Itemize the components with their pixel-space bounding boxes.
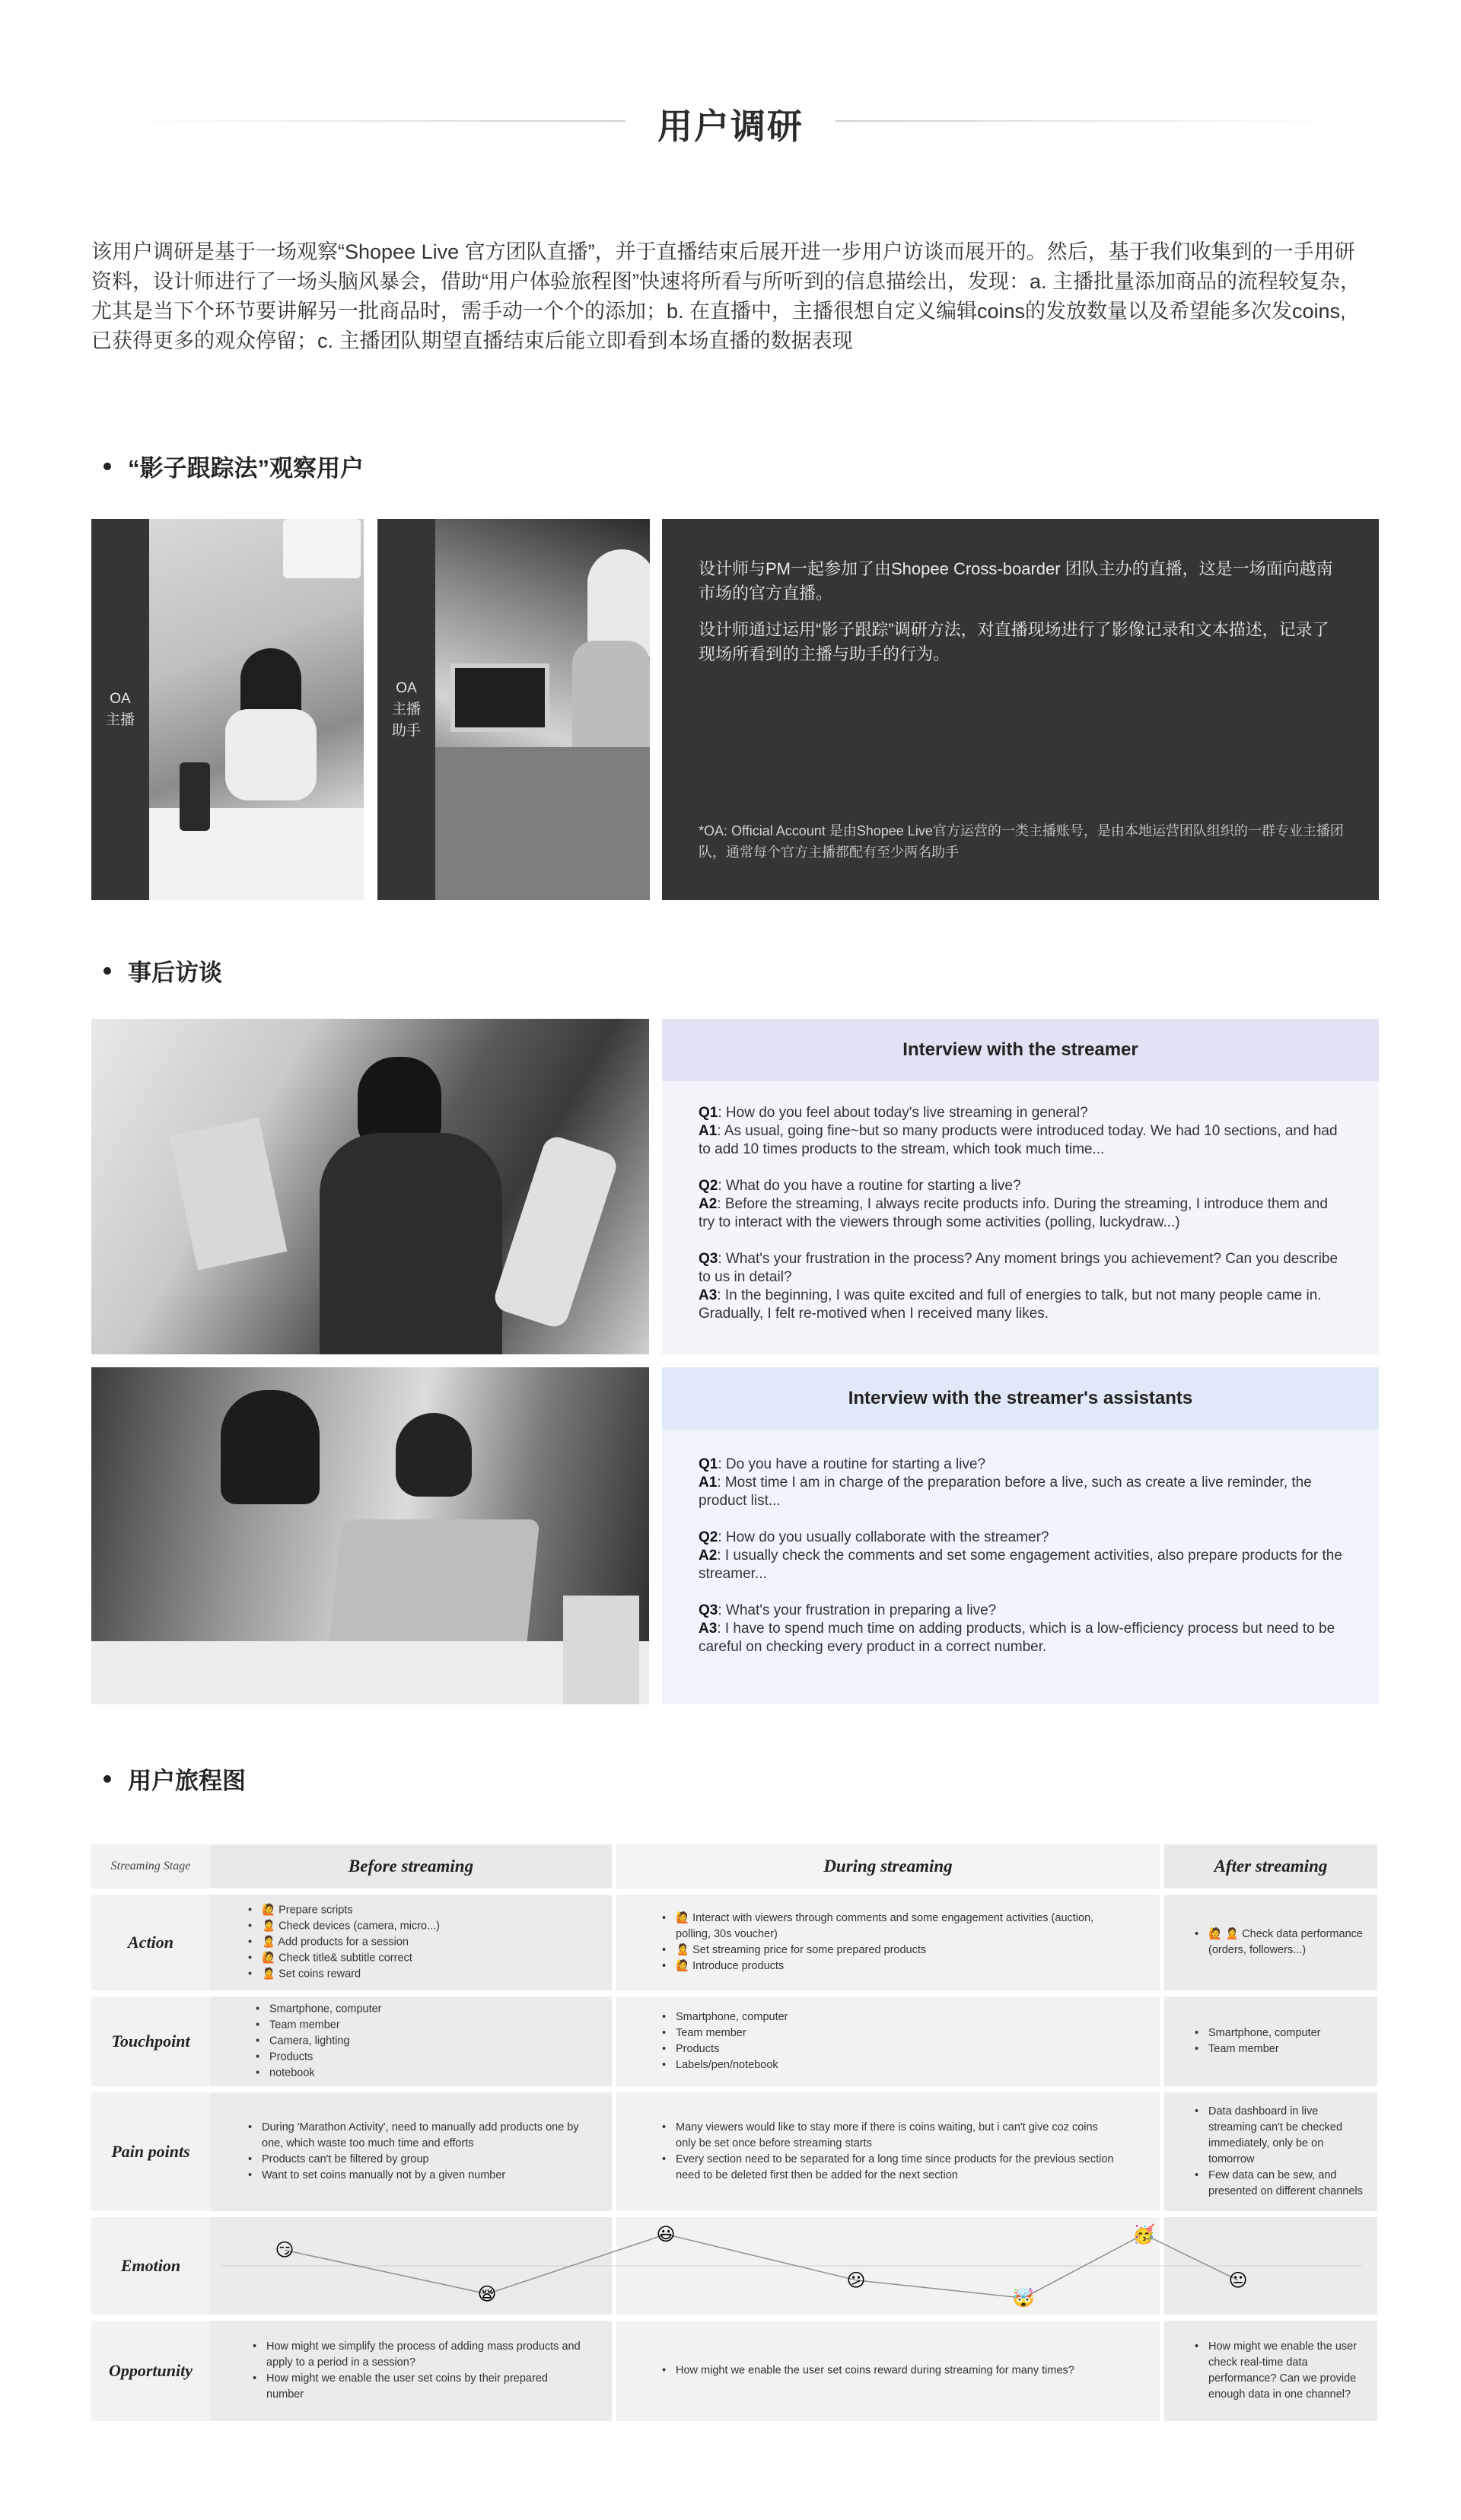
photo-assistant	[377, 519, 650, 900]
question-tag: Q1	[699, 1456, 718, 1472]
journey-row-opportunity	[91, 2321, 1377, 2421]
row-label: Touchpoint	[91, 1997, 210, 2086]
list-item: • Products	[662, 2041, 1114, 2057]
assistant-image	[435, 519, 650, 900]
stage-label: Streaming Stage	[91, 1844, 210, 1888]
interview-streamer-image	[91, 1019, 649, 1354]
section-heading-journey	[103, 1761, 246, 1796]
list-item: • Every section need to be separated for a long time since products for the previous section need to be deleted first then be added for the next section	[662, 2152, 1114, 2184]
question-text: : What do you have a routine for starting a live?	[718, 1178, 1021, 1194]
photo-label-line: OA	[396, 679, 417, 696]
qa-item	[699, 1250, 1342, 1323]
answer-text: : Before the streaming, I always recite products info. During the streaming, I introduce them and try to interact with the viewers through some activities (polling, luckydraw...)	[699, 1196, 1328, 1230]
section-heading-shadowing	[103, 449, 364, 483]
stage-after: After streaming	[1164, 1844, 1377, 1888]
question-text: : Do you have a routine for starting a live?	[718, 1456, 986, 1472]
answer-tag: A3	[699, 1621, 718, 1637]
qa-item	[699, 1177, 1342, 1232]
stage-before: Before streaming	[210, 1844, 612, 1888]
section-heading-text: 用户旅程图	[128, 1768, 246, 1794]
action-during-list	[662, 1911, 1114, 1974]
photo-label	[377, 519, 435, 900]
touchpoint-before-cell	[210, 1997, 612, 2086]
pain-during-cell	[616, 2092, 1160, 2211]
answer-text: : I usually check the comments and set some engagement activities, also prepare products for the streamer...	[699, 1548, 1342, 1582]
section-heading-text: 事后访谈	[128, 959, 222, 986]
opportunity-after-cell	[1164, 2321, 1377, 2421]
qa-item	[699, 1529, 1342, 1583]
row-label: Emotion	[91, 2217, 210, 2315]
question-tag: Q3	[699, 1251, 718, 1267]
answer-tag: A1	[699, 1123, 718, 1139]
journey-header-row	[91, 1844, 1377, 1888]
emotion-point-icon: 😐	[1228, 2270, 1248, 2291]
question-tag: Q3	[699, 1602, 718, 1618]
emotion-point-icon: 😕	[846, 2270, 866, 2291]
opportunity-before-cell	[210, 2321, 612, 2421]
answer-tag: A2	[699, 1548, 718, 1564]
page-title: 用户调研	[657, 107, 804, 146]
list-item: • 🙎 Add products for a session	[248, 1935, 597, 1951]
photo-label-line: OA	[110, 690, 131, 707]
action-after-list	[1195, 1927, 1365, 1958]
interview-title: Interview with the streamer's assistants	[662, 1367, 1379, 1430]
emotion-point-icon: 🤯	[1012, 2288, 1035, 2309]
qa-item	[699, 1104, 1342, 1159]
emotion-point-icon: 😏	[275, 2240, 294, 2261]
title-divider-right	[836, 120, 1347, 122]
pain-before-cell	[210, 2092, 612, 2211]
question-tag: Q2	[699, 1529, 718, 1545]
list-item: • 🙎 Set streaming price for some prepared products	[662, 1943, 1114, 1958]
question-text: : What's your frustration in the process? Any moment brings you achievement? Can you describe to us in detail?	[699, 1251, 1338, 1285]
action-before-cell	[210, 1895, 612, 1990]
row-label: Opportunity	[91, 2321, 210, 2421]
emotion-point-icon: 😃	[656, 2224, 676, 2245]
bullet-icon	[103, 1775, 111, 1783]
action-after-cell	[1164, 1895, 1377, 1990]
emotion-point-icon: 🥳	[1132, 2224, 1155, 2245]
action-during-cell	[616, 1895, 1160, 1990]
photo-interview-assistants	[91, 1367, 649, 1704]
opportunity-before-list	[253, 2339, 581, 2403]
emotion-point-icon: 😪	[477, 2283, 497, 2305]
list-item: • Smartphone, computer	[1195, 2025, 1365, 2041]
streamer-image	[149, 519, 364, 900]
photo-streamer	[91, 519, 364, 900]
list-item: • Few data can be sew, and presented on different channels	[1195, 2168, 1365, 2200]
interview-title: Interview with the streamer	[662, 1019, 1379, 1081]
answer-tag: A2	[699, 1196, 718, 1212]
opportunity-after-list	[1195, 2339, 1365, 2403]
list-item: • Products can't be filtered by group	[248, 2152, 581, 2168]
bullet-icon	[103, 463, 111, 470]
interview-body	[662, 1081, 1379, 1323]
list-item: • During 'Marathon Activity', need to manually add products one by one, which waste too much time and efforts	[248, 2120, 581, 2152]
list-item: • Camera, lighting	[256, 2034, 597, 2050]
stage-during: During streaming	[616, 1844, 1160, 1888]
question-tag: Q2	[699, 1178, 718, 1194]
list-item: • Smartphone, computer	[256, 2002, 597, 2018]
list-item: • Products	[256, 2050, 597, 2066]
journey-row-pain-points	[91, 2092, 1377, 2211]
photo-label	[91, 519, 149, 900]
pain-after-cell	[1164, 2092, 1377, 2211]
touchpoint-after-cell	[1164, 1997, 1377, 2086]
list-item: • How might we enable the user set coins by their prepared number	[253, 2371, 581, 2403]
list-item: • How might we simplify the process of adding mass products and apply to a period in a session?	[253, 2339, 581, 2371]
photo-label-line: 主播	[391, 701, 421, 718]
touchpoint-after-list	[1195, 2025, 1365, 2057]
list-item: • Many viewers would like to stay more if there is coins waiting, but i can't give coz coins only be set once before streaming starts	[662, 2120, 1114, 2152]
emotion-curve	[91, 2217, 1377, 2315]
list-item: • notebook	[256, 2066, 597, 2082]
answer-text: : In the beginning, I was quite excited and full of energies to talk, but not many people came in. Gradually, I felt re-motived when I received many likes.	[699, 1287, 1322, 1322]
photo-label-line: 主播	[105, 711, 135, 728]
touchpoint-during-list	[662, 2009, 1114, 2073]
row-label: Action	[91, 1895, 210, 1990]
photo-interview-streamer	[91, 1019, 649, 1354]
list-item: • Want to set coins manually not by a given number	[248, 2168, 581, 2184]
bullet-icon	[103, 967, 111, 975]
shadowing-description-panel	[662, 519, 1379, 900]
opportunity-during-list	[662, 2363, 1114, 2379]
section-heading-text: “影子跟踪法”观察用户	[128, 455, 364, 482]
question-tag: Q1	[699, 1105, 718, 1121]
touchpoint-during-cell	[616, 1997, 1160, 2086]
question-text: : How do you usually collaborate with the streamer?	[718, 1529, 1049, 1545]
list-item: • 🙎 Set coins reward	[248, 1967, 597, 1983]
list-item: • Smartphone, computer	[662, 2009, 1114, 2025]
answer-text: : I have to spend much time on adding products, which is a low-efficiency process but need to be careful on checking every product in a correct number.	[699, 1621, 1335, 1655]
row-label: Pain points	[91, 2092, 210, 2211]
list-item: • 🙋 Prepare scripts	[248, 1903, 597, 1919]
list-item: • Data dashboard in live streaming can't be checked immediately, only be on tomorrow	[1195, 2104, 1365, 2168]
answer-text: : As usual, going fine~but so many products were introduced today. We had 10 sections, and had to add 10 times products to the stream, which took much time...	[699, 1123, 1338, 1157]
list-item: • How might we enable the user check real-time data performance? Can we provide enough data in one channel?	[1195, 2339, 1365, 2403]
panel-paragraph: 设计师与PM一起参加了由Shopee Cross-boarder 团队主办的直播，这是一场面向越南市场的官方直播。	[699, 559, 1333, 603]
qa-item	[699, 1602, 1342, 1656]
touchpoint-before-list	[256, 2002, 597, 2082]
answer-text: : Most time I am in charge of the preparation before a live, such as create a live reminder, the product list...	[699, 1475, 1312, 1509]
panel-footnote: *OA: Official Account 是由Shopee Live官方运营的一类主播账号，是由本地运营团队组织的一群专业主播团队，通常每个官方主播都配有至少两名助手	[699, 823, 1344, 860]
pain-before-list	[248, 2120, 581, 2184]
list-item: • 🙋 Introduce products	[662, 1958, 1114, 1974]
opportunity-during-cell	[616, 2321, 1160, 2421]
question-text: : How do you feel about today's live streaming in general?	[718, 1105, 1088, 1121]
qa-item	[699, 1456, 1342, 1510]
journey-row-emotion	[91, 2217, 1377, 2315]
intro-paragraph: 该用户调研是基于一场观察“Shopee Live 官方团队直播”，并于直播结束后展开进一步用户访谈而展开的。然后，基于我们收集到的一手用研资料，设计师进行了一场头脑风暴会，借助“用户体验旅程图”快速将所看与所听到的信息描绘出，发现：a. 主播批量添加商品的流程较复杂，尤其是当下个环节要讲解另一批商品时，需手动一个个的添加；b. 在直播中，主播很想自定义编辑coins的发放数量以及希望能多次发coins, 已获得更多的观众停留；c. 主播团队期望直播结束后能立即看到本场直播的数据表现	[91, 240, 1361, 352]
page-title-block	[114, 91, 1347, 152]
list-item: • Team member	[662, 2025, 1114, 2041]
interview-streamer-card	[662, 1019, 1379, 1354]
pain-during-list	[662, 2120, 1114, 2184]
list-item: • 🙎 Check devices (camera, micro...)	[248, 1919, 597, 1935]
list-item: • How might we enable the user set coins reward during streaming for many times?	[662, 2363, 1114, 2379]
interview-assistants-card	[662, 1367, 1379, 1704]
journey-row-action	[91, 1895, 1377, 1990]
interview-body	[662, 1430, 1379, 1656]
list-item: • Labels/pen/notebook	[662, 2057, 1114, 2073]
answer-tag: A1	[699, 1475, 718, 1491]
list-item: • 🙋 🙎 Check data performance (orders, followers...)	[1195, 1927, 1365, 1958]
section-heading-interview	[103, 953, 222, 988]
journey-row-touchpoint	[91, 1997, 1377, 2086]
list-item: • 🙋 Check title& subtitle correct	[248, 1951, 597, 1967]
list-item: • 🙋 Interact with viewers through comments and some engagement activities (auction, polling, 30s voucher)	[662, 1911, 1114, 1943]
answer-tag: A3	[699, 1287, 718, 1303]
pain-after-list	[1195, 2104, 1365, 2200]
interview-assistants-image	[91, 1367, 649, 1704]
panel-paragraph: 设计师通过运用“影子跟踪”调研方法，对直播现场进行了影像记录和文本描述，记录了现场所看到的主播与助手的行为。	[699, 620, 1329, 663]
question-text: : What's your frustration in preparing a live?	[718, 1602, 997, 1618]
list-item: • Team member	[1195, 2041, 1365, 2057]
photo-label-line: 助手	[391, 722, 421, 739]
list-item: • Team member	[256, 2018, 597, 2034]
action-before-list	[248, 1903, 597, 1983]
